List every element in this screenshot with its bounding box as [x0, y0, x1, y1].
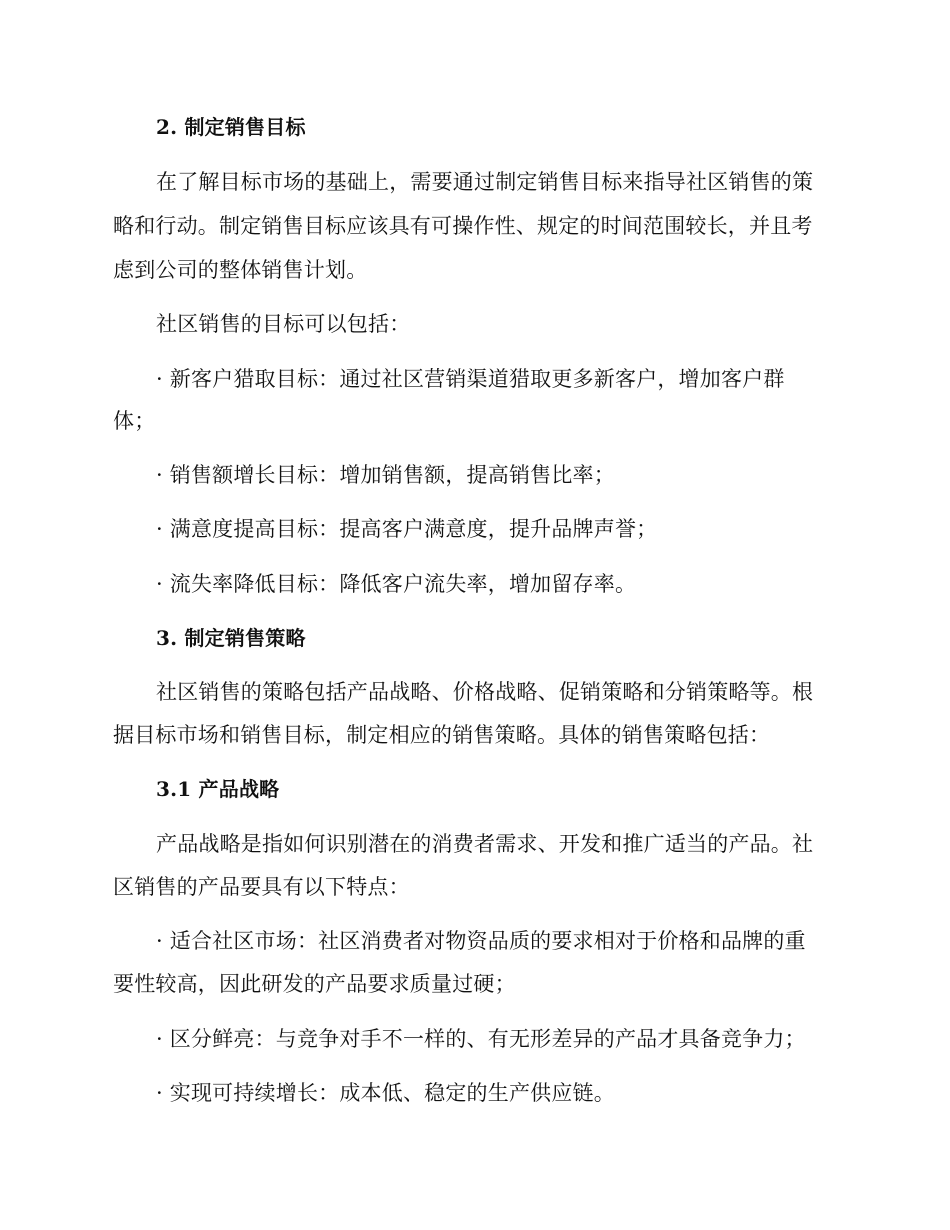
section-heading-3-1: 3.1 产品战略 — [156, 777, 280, 801]
feature-item: · 适合社区市场：社区消费者对物资品质的要求相对于价格和品牌的重 — [156, 929, 806, 953]
section-heading-2: 2. 制定销售目标 — [156, 115, 306, 139]
paragraph-line: 社区销售的策略包括产品战略、价格战略、促销策略和分销策略等。根 — [156, 680, 814, 704]
goal-item: · 销售额增长目标：增加销售额，提高销售比率； — [156, 463, 615, 487]
feature-item: · 实现可持续增长：成本低、稳定的生产供应链。 — [156, 1081, 615, 1105]
paragraph-line: 产品战略是指如何识别潜在的消费者需求、开发和推广适当的产品。社 — [156, 832, 814, 856]
paragraph-line: 略和行动。制定销售目标应该具有可操作性、规定的时间范围较长，并且考 — [113, 214, 813, 238]
paragraph-line: 在了解目标市场的基础上，需要通过制定销售目标来指导社区销售的策 — [156, 170, 814, 194]
paragraph-line: 虑到公司的整体销售计划。 — [113, 258, 368, 282]
goal-item: · 新客户猎取目标：通过社区营销渠道猎取更多新客户，增加客户群 — [156, 367, 785, 391]
goal-item: · 满意度提高目标：提高客户满意度，提升品牌声誉； — [156, 517, 658, 541]
paragraph-line: 社区销售的目标可以包括： — [156, 312, 411, 336]
section-heading-3: 3. 制定销售策略 — [156, 626, 306, 650]
feature-item: · 区分鲜亮：与竞争对手不一样的、有无形差异的产品才具备竞争力； — [156, 1027, 806, 1051]
paragraph-line: 据目标市场和销售目标，制定相应的销售策略。具体的销售策略包括： — [113, 723, 771, 747]
goal-item: · 流失率降低目标：降低客户流失率，增加留存率。 — [156, 572, 637, 596]
feature-item-continuation: 要性较高，因此研发的产品要求质量过硬； — [113, 972, 516, 996]
goal-item-continuation: 体； — [113, 409, 156, 433]
paragraph-line: 区销售的产品要具有以下特点： — [113, 875, 410, 899]
